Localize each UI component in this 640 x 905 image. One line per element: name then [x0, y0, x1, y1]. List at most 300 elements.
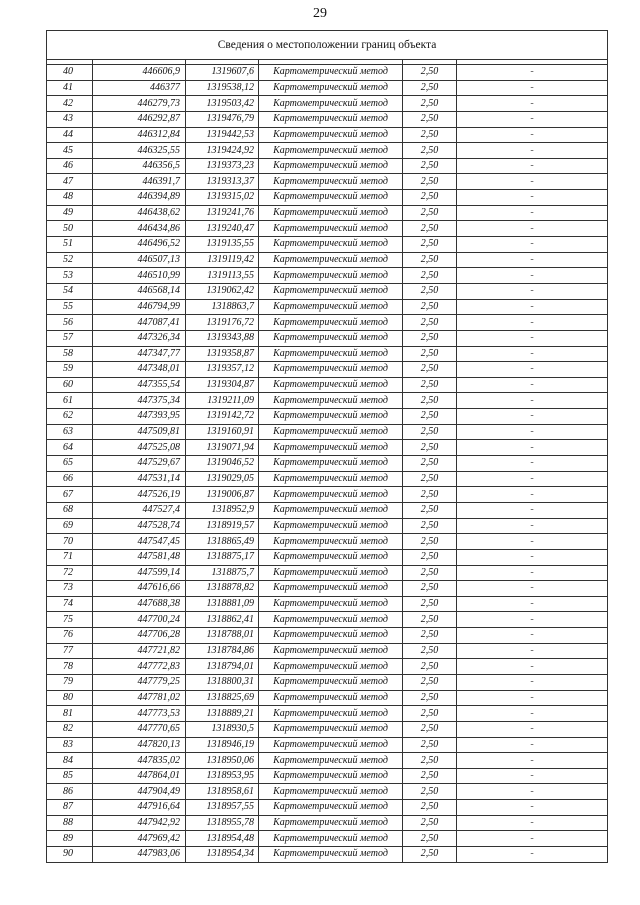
method-cell: Картометрический метод [259, 174, 403, 190]
note-cell: - [457, 158, 608, 174]
note-cell: - [457, 800, 608, 816]
accuracy-cell: 2,50 [403, 581, 457, 597]
accuracy-cell: 2,50 [403, 330, 457, 346]
note-cell: - [457, 487, 608, 503]
point-number-cell: 84 [47, 753, 93, 769]
method-cell: Картометрический метод [259, 65, 403, 81]
accuracy-cell: 2,50 [403, 487, 457, 503]
table-row [47, 800, 608, 816]
x-coordinate-cell: 446794,99 [93, 299, 186, 315]
y-coordinate-cell: 1319071,94 [186, 440, 259, 456]
note-cell: - [457, 440, 608, 456]
table-row [47, 643, 608, 659]
note-cell: - [457, 596, 608, 612]
y-coordinate-cell: 1319424,92 [186, 143, 259, 159]
method-cell: Картометрический метод [259, 96, 403, 112]
table-row [47, 190, 608, 206]
method-cell: Картометрический метод [259, 315, 403, 331]
accuracy-cell: 2,50 [403, 283, 457, 299]
y-coordinate-cell: 1319176,72 [186, 315, 259, 331]
point-number-cell: 48 [47, 190, 93, 206]
note-cell: - [457, 565, 608, 581]
method-cell: Картометрический метод [259, 815, 403, 831]
table-title: Сведения о местоположении границ объекта [47, 31, 608, 60]
y-coordinate-cell: 1319119,42 [186, 252, 259, 268]
table-row [47, 237, 608, 253]
point-number-cell: 85 [47, 768, 93, 784]
point-number-cell: 63 [47, 424, 93, 440]
table-row [47, 268, 608, 284]
note-cell: - [457, 612, 608, 628]
note-cell: - [457, 847, 608, 863]
y-coordinate-cell: 1319304,87 [186, 377, 259, 393]
method-cell: Картометрический метод [259, 847, 403, 863]
y-coordinate-cell: 1318950,06 [186, 753, 259, 769]
point-number-cell: 67 [47, 487, 93, 503]
point-number-cell: 42 [47, 96, 93, 112]
accuracy-cell: 2,50 [403, 643, 457, 659]
method-cell: Картометрический метод [259, 784, 403, 800]
accuracy-cell: 2,50 [403, 471, 457, 487]
point-number-cell: 79 [47, 674, 93, 690]
table-row [47, 424, 608, 440]
table-row [47, 393, 608, 409]
method-cell: Картометрический метод [259, 409, 403, 425]
note-cell: - [457, 784, 608, 800]
table-row [47, 96, 608, 112]
x-coordinate-cell: 447355,54 [93, 377, 186, 393]
accuracy-cell: 2,50 [403, 362, 457, 378]
x-coordinate-cell: 447525,08 [93, 440, 186, 456]
accuracy-cell: 2,50 [403, 847, 457, 863]
x-coordinate-cell: 446434,86 [93, 221, 186, 237]
method-cell: Картометрический метод [259, 393, 403, 409]
point-number-cell: 50 [47, 221, 93, 237]
point-number-cell: 45 [47, 143, 93, 159]
method-cell: Картометрический метод [259, 283, 403, 299]
method-cell: Картометрический метод [259, 674, 403, 690]
note-cell: - [457, 299, 608, 315]
method-cell: Картометрический метод [259, 330, 403, 346]
x-coordinate-cell: 446496,52 [93, 237, 186, 253]
x-coordinate-cell: 446279,73 [93, 96, 186, 112]
y-coordinate-cell: 1319062,42 [186, 283, 259, 299]
method-cell: Картометрический метод [259, 237, 403, 253]
y-coordinate-cell: 1319029,05 [186, 471, 259, 487]
table-row [47, 65, 608, 81]
point-number-cell: 41 [47, 80, 93, 96]
method-cell: Картометрический метод [259, 252, 403, 268]
method-cell: Картометрический метод [259, 221, 403, 237]
table-row [47, 565, 608, 581]
x-coordinate-cell: 447547,45 [93, 534, 186, 550]
note-cell: - [457, 502, 608, 518]
x-coordinate-cell: 447835,02 [93, 753, 186, 769]
accuracy-cell: 2,50 [403, 315, 457, 331]
accuracy-cell: 2,50 [403, 96, 457, 112]
table-row [47, 549, 608, 565]
accuracy-cell: 2,50 [403, 768, 457, 784]
method-cell: Картометрический метод [259, 721, 403, 737]
y-coordinate-cell: 1318788,01 [186, 628, 259, 644]
table-body [47, 31, 608, 863]
y-coordinate-cell: 1319160,91 [186, 424, 259, 440]
x-coordinate-cell: 447599,14 [93, 565, 186, 581]
x-coordinate-cell: 447773,53 [93, 706, 186, 722]
x-coordinate-cell: 446292,87 [93, 111, 186, 127]
page-number: 29 [313, 6, 327, 21]
point-number-cell: 54 [47, 283, 93, 299]
accuracy-cell: 2,50 [403, 596, 457, 612]
y-coordinate-cell: 1319135,55 [186, 237, 259, 253]
method-cell: Картометрический метод [259, 143, 403, 159]
accuracy-cell: 2,50 [403, 174, 457, 190]
point-number-cell: 90 [47, 847, 93, 863]
note-cell: - [457, 753, 608, 769]
accuracy-cell: 2,50 [403, 190, 457, 206]
accuracy-cell: 2,50 [403, 690, 457, 706]
x-coordinate-cell: 447706,28 [93, 628, 186, 644]
table-row [47, 518, 608, 534]
boundary-coordinates-table [46, 30, 608, 863]
table-row [47, 784, 608, 800]
x-coordinate-cell: 447916,64 [93, 800, 186, 816]
note-cell: - [457, 111, 608, 127]
point-number-cell: 89 [47, 831, 93, 847]
accuracy-cell: 2,50 [403, 659, 457, 675]
point-number-cell: 81 [47, 706, 93, 722]
y-coordinate-cell: 1319313,37 [186, 174, 259, 190]
x-coordinate-cell: 446568,14 [93, 283, 186, 299]
y-coordinate-cell: 1318957,55 [186, 800, 259, 816]
x-coordinate-cell: 446394,89 [93, 190, 186, 206]
x-coordinate-cell: 446391,7 [93, 174, 186, 190]
method-cell: Картометрический метод [259, 768, 403, 784]
x-coordinate-cell: 446312,84 [93, 127, 186, 143]
point-number-cell: 47 [47, 174, 93, 190]
accuracy-cell: 2,50 [403, 252, 457, 268]
y-coordinate-cell: 1318953,95 [186, 768, 259, 784]
y-coordinate-cell: 1319442,53 [186, 127, 259, 143]
note-cell: - [457, 268, 608, 284]
boundary-table-container [46, 30, 607, 863]
accuracy-cell: 2,50 [403, 706, 457, 722]
method-cell: Картометрический метод [259, 753, 403, 769]
accuracy-cell: 2,50 [403, 299, 457, 315]
note-cell: - [457, 237, 608, 253]
accuracy-cell: 2,50 [403, 565, 457, 581]
note-cell: - [457, 393, 608, 409]
point-number-cell: 66 [47, 471, 93, 487]
method-cell: Картометрический метод [259, 377, 403, 393]
method-cell: Картометрический метод [259, 706, 403, 722]
note-cell: - [457, 721, 608, 737]
x-coordinate-cell: 447942,92 [93, 815, 186, 831]
y-coordinate-cell: 1318800,31 [186, 674, 259, 690]
note-cell: - [457, 205, 608, 221]
y-coordinate-cell: 1318784,86 [186, 643, 259, 659]
table-row [47, 596, 608, 612]
accuracy-cell: 2,50 [403, 158, 457, 174]
table-row [47, 330, 608, 346]
y-coordinate-cell: 1318930,5 [186, 721, 259, 737]
accuracy-cell: 2,50 [403, 80, 457, 96]
method-cell: Картометрический метод [259, 205, 403, 221]
table-row [47, 299, 608, 315]
x-coordinate-cell: 447581,48 [93, 549, 186, 565]
table-row [47, 143, 608, 159]
method-cell: Картометрический метод [259, 643, 403, 659]
accuracy-cell: 2,50 [403, 127, 457, 143]
accuracy-cell: 2,50 [403, 393, 457, 409]
table-row [47, 690, 608, 706]
point-number-cell: 56 [47, 315, 93, 331]
point-number-cell: 82 [47, 721, 93, 737]
accuracy-cell: 2,50 [403, 346, 457, 362]
x-coordinate-cell: 447531,14 [93, 471, 186, 487]
note-cell: - [457, 706, 608, 722]
x-coordinate-cell: 446510,99 [93, 268, 186, 284]
x-coordinate-cell: 447820,13 [93, 737, 186, 753]
accuracy-cell: 2,50 [403, 440, 457, 456]
note-cell: - [457, 581, 608, 597]
x-coordinate-cell: 447528,74 [93, 518, 186, 534]
table-row [47, 737, 608, 753]
point-number-cell: 44 [47, 127, 93, 143]
table-row [47, 80, 608, 96]
note-cell: - [457, 534, 608, 550]
y-coordinate-cell: 1318863,7 [186, 299, 259, 315]
method-cell: Картометрический метод [259, 628, 403, 644]
table-row [47, 706, 608, 722]
y-coordinate-cell: 1318862,41 [186, 612, 259, 628]
point-number-cell: 80 [47, 690, 93, 706]
method-cell: Картометрический метод [259, 158, 403, 174]
note-cell: - [457, 377, 608, 393]
accuracy-cell: 2,50 [403, 800, 457, 816]
note-cell: - [457, 127, 608, 143]
accuracy-cell: 2,50 [403, 143, 457, 159]
method-cell: Картометрический метод [259, 362, 403, 378]
accuracy-cell: 2,50 [403, 737, 457, 753]
method-cell: Картометрический метод [259, 299, 403, 315]
method-cell: Картометрический метод [259, 565, 403, 581]
x-coordinate-cell: 447688,38 [93, 596, 186, 612]
x-coordinate-cell: 447526,19 [93, 487, 186, 503]
accuracy-cell: 2,50 [403, 205, 457, 221]
accuracy-cell: 2,50 [403, 831, 457, 847]
x-coordinate-cell: 446325,55 [93, 143, 186, 159]
y-coordinate-cell: 1318889,21 [186, 706, 259, 722]
table-row [47, 487, 608, 503]
method-cell: Картометрический метод [259, 456, 403, 472]
x-coordinate-cell: 447087,41 [93, 315, 186, 331]
point-number-cell: 51 [47, 237, 93, 253]
y-coordinate-cell: 1319476,79 [186, 111, 259, 127]
x-coordinate-cell: 447509,81 [93, 424, 186, 440]
y-coordinate-cell: 1318946,19 [186, 737, 259, 753]
x-coordinate-cell: 447983,06 [93, 847, 186, 863]
y-coordinate-cell: 1318825,69 [186, 690, 259, 706]
accuracy-cell: 2,50 [403, 409, 457, 425]
table-row [47, 362, 608, 378]
note-cell: - [457, 80, 608, 96]
point-number-cell: 78 [47, 659, 93, 675]
x-coordinate-cell: 447529,67 [93, 456, 186, 472]
y-coordinate-cell: 1318952,9 [186, 502, 259, 518]
x-coordinate-cell: 447864,01 [93, 768, 186, 784]
note-cell: - [457, 815, 608, 831]
note-cell: - [457, 643, 608, 659]
table-row [47, 252, 608, 268]
y-coordinate-cell: 1319607,6 [186, 65, 259, 81]
note-cell: - [457, 471, 608, 487]
point-number-cell: 69 [47, 518, 93, 534]
table-row [47, 831, 608, 847]
accuracy-cell: 2,50 [403, 534, 457, 550]
point-number-cell: 60 [47, 377, 93, 393]
x-coordinate-cell: 447904,49 [93, 784, 186, 800]
note-cell: - [457, 315, 608, 331]
y-coordinate-cell: 1318954,34 [186, 847, 259, 863]
x-coordinate-cell: 447721,82 [93, 643, 186, 659]
y-coordinate-cell: 1318865,49 [186, 534, 259, 550]
point-number-cell: 86 [47, 784, 93, 800]
method-cell: Картометрический метод [259, 424, 403, 440]
x-coordinate-cell: 447969,42 [93, 831, 186, 847]
table-row [47, 768, 608, 784]
method-cell: Картометрический метод [259, 581, 403, 597]
table-row [47, 111, 608, 127]
table-row [47, 674, 608, 690]
y-coordinate-cell: 1318875,17 [186, 549, 259, 565]
note-cell: - [457, 283, 608, 299]
accuracy-cell: 2,50 [403, 111, 457, 127]
method-cell: Картометрический метод [259, 127, 403, 143]
note-cell: - [457, 362, 608, 378]
table-row [47, 127, 608, 143]
method-cell: Картометрический метод [259, 534, 403, 550]
point-number-cell: 76 [47, 628, 93, 644]
table-row [47, 628, 608, 644]
note-cell: - [457, 221, 608, 237]
point-number-cell: 88 [47, 815, 93, 831]
accuracy-cell: 2,50 [403, 518, 457, 534]
note-cell: - [457, 549, 608, 565]
note-cell: - [457, 456, 608, 472]
note-cell: - [457, 330, 608, 346]
table-row [47, 158, 608, 174]
x-coordinate-cell: 446438,62 [93, 205, 186, 221]
table-row [47, 815, 608, 831]
note-cell: - [457, 174, 608, 190]
note-cell: - [457, 659, 608, 675]
method-cell: Картометрический метод [259, 831, 403, 847]
table-row [47, 581, 608, 597]
accuracy-cell: 2,50 [403, 674, 457, 690]
accuracy-cell: 2,50 [403, 549, 457, 565]
point-number-cell: 74 [47, 596, 93, 612]
point-number-cell: 62 [47, 409, 93, 425]
y-coordinate-cell: 1319113,55 [186, 268, 259, 284]
x-coordinate-cell: 447393,95 [93, 409, 186, 425]
method-cell: Картометрический метод [259, 471, 403, 487]
point-number-cell: 61 [47, 393, 93, 409]
note-cell: - [457, 737, 608, 753]
y-coordinate-cell: 1318878,82 [186, 581, 259, 597]
table-row [47, 283, 608, 299]
method-cell: Картометрический метод [259, 737, 403, 753]
table-row [47, 847, 608, 863]
x-coordinate-cell: 447527,4 [93, 502, 186, 518]
point-number-cell: 77 [47, 643, 93, 659]
point-number-cell: 55 [47, 299, 93, 315]
y-coordinate-cell: 1318955,78 [186, 815, 259, 831]
method-cell: Картометрический метод [259, 518, 403, 534]
accuracy-cell: 2,50 [403, 65, 457, 81]
note-cell: - [457, 768, 608, 784]
method-cell: Картометрический метод [259, 596, 403, 612]
x-coordinate-cell: 446507,13 [93, 252, 186, 268]
table-row [47, 315, 608, 331]
point-number-cell: 58 [47, 346, 93, 362]
x-coordinate-cell: 447779,25 [93, 674, 186, 690]
note-cell: - [457, 96, 608, 112]
x-coordinate-cell: 447781,02 [93, 690, 186, 706]
note-cell: - [457, 143, 608, 159]
y-coordinate-cell: 1318958,61 [186, 784, 259, 800]
y-coordinate-cell: 1318881,09 [186, 596, 259, 612]
note-cell: - [457, 674, 608, 690]
table-row [47, 659, 608, 675]
point-number-cell: 52 [47, 252, 93, 268]
y-coordinate-cell: 1319503,42 [186, 96, 259, 112]
y-coordinate-cell: 1319006,87 [186, 487, 259, 503]
note-cell: - [457, 690, 608, 706]
point-number-cell: 73 [47, 581, 93, 597]
method-cell: Картометрический метод [259, 549, 403, 565]
accuracy-cell: 2,50 [403, 424, 457, 440]
accuracy-cell: 2,50 [403, 237, 457, 253]
accuracy-cell: 2,50 [403, 784, 457, 800]
y-coordinate-cell: 1319240,47 [186, 221, 259, 237]
x-coordinate-cell: 447348,01 [93, 362, 186, 378]
note-cell: - [457, 409, 608, 425]
method-cell: Картометрический метод [259, 190, 403, 206]
method-cell: Картометрический метод [259, 80, 403, 96]
note-cell: - [457, 628, 608, 644]
y-coordinate-cell: 1319315,02 [186, 190, 259, 206]
point-number-cell: 65 [47, 456, 93, 472]
accuracy-cell: 2,50 [403, 753, 457, 769]
point-number-cell: 83 [47, 737, 93, 753]
x-coordinate-cell: 446377 [93, 80, 186, 96]
table-row [47, 612, 608, 628]
x-coordinate-cell: 446356,5 [93, 158, 186, 174]
point-number-cell: 75 [47, 612, 93, 628]
y-coordinate-cell: 1319358,87 [186, 346, 259, 362]
point-number-cell: 57 [47, 330, 93, 346]
point-number-cell: 40 [47, 65, 93, 81]
x-coordinate-cell: 447375,34 [93, 393, 186, 409]
x-coordinate-cell: 447772,83 [93, 659, 186, 675]
point-number-cell: 59 [47, 362, 93, 378]
table-row [47, 753, 608, 769]
note-cell: - [457, 65, 608, 81]
point-number-cell: 53 [47, 268, 93, 284]
y-coordinate-cell: 1319538,12 [186, 80, 259, 96]
accuracy-cell: 2,50 [403, 815, 457, 831]
